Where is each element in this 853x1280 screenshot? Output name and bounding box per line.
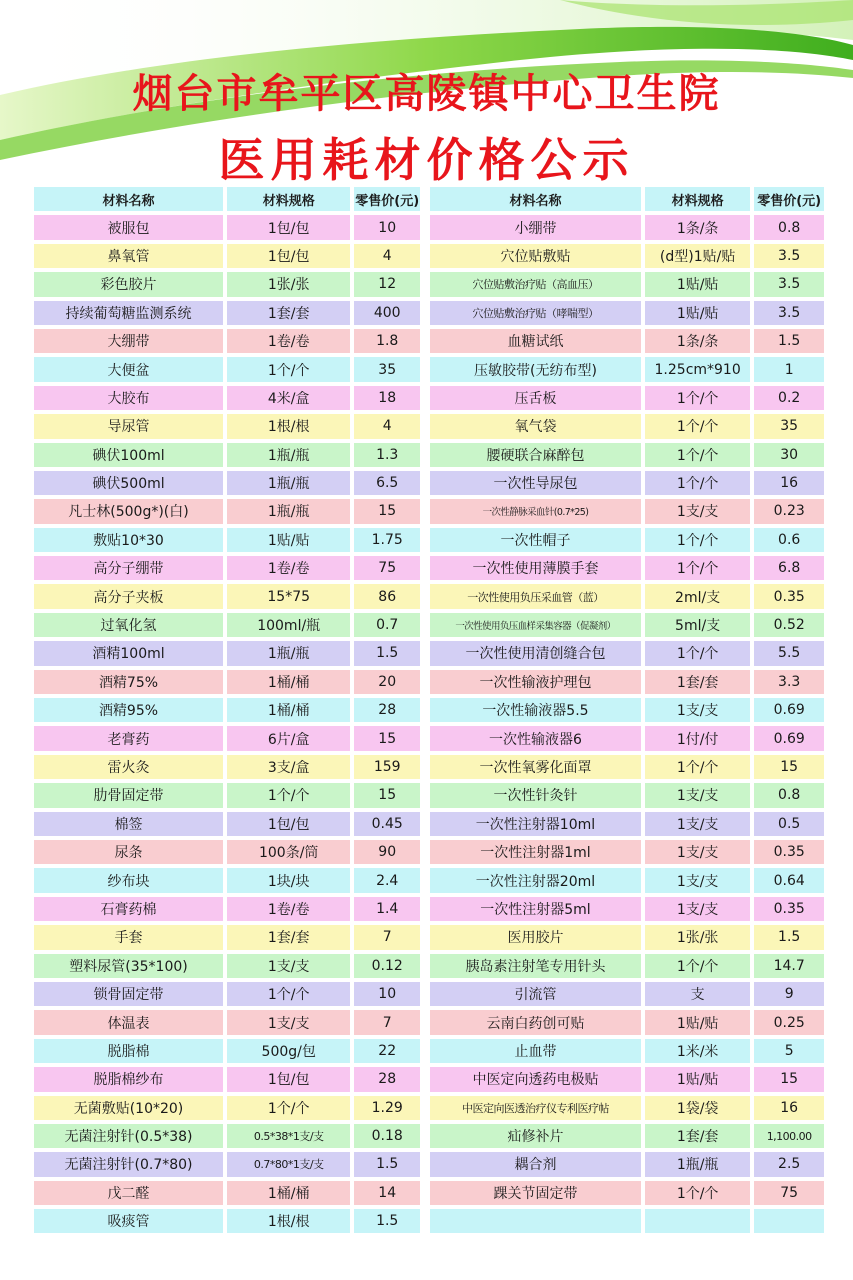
item-name: 高分子夹板 — [34, 584, 223, 608]
item-name: 脱脂棉纱布 — [34, 1067, 223, 1091]
table-row — [34, 724, 824, 752]
item-price: 6.5 — [354, 471, 420, 495]
item-name: 吸痰管 — [34, 1209, 223, 1233]
item-spec-right — [645, 1209, 750, 1233]
item-name-right: 医用胶片 — [430, 925, 641, 949]
item-price: 15 — [354, 783, 420, 807]
item-name: 脱脂棉 — [34, 1039, 223, 1063]
item-price: 1.5 — [354, 641, 420, 665]
item-name: 戊二醛 — [34, 1181, 223, 1205]
item-name: 石膏药棉 — [34, 897, 223, 921]
item-name: 持续葡萄糖监测系统 — [34, 301, 223, 325]
item-spec-right: 1套/套 — [645, 670, 750, 694]
item-name-right: 耦合剂 — [430, 1152, 641, 1176]
item-price-right: 0.35 — [754, 584, 824, 608]
item-spec: 0.7*80*1支/支 — [227, 1152, 350, 1176]
item-spec: 1卷/卷 — [227, 897, 350, 921]
item-spec-right: (d型)1贴/贴 — [645, 244, 750, 268]
item-price-right: 0.8 — [754, 215, 824, 239]
item-price: 15 — [354, 726, 420, 750]
item-price-right: 5 — [754, 1039, 824, 1063]
item-name: 过氧化氢 — [34, 613, 223, 637]
item-name-right: 中医定向透药电极贴 — [430, 1067, 641, 1091]
item-name-right: 小绷带 — [430, 215, 641, 239]
item-spec-right: 1贴/贴 — [645, 1010, 750, 1034]
item-price-right: 0.6 — [754, 528, 824, 552]
item-spec: 100ml/瓶 — [227, 613, 350, 637]
table-row — [34, 355, 824, 383]
item-spec-right: 1条/条 — [645, 215, 750, 239]
table-row — [34, 327, 824, 355]
table-row — [34, 441, 824, 469]
item-price-right: 35 — [754, 414, 824, 438]
item-price-right: 75 — [754, 1181, 824, 1205]
item-spec: 1瓶/瓶 — [227, 641, 350, 665]
item-price: 1.8 — [354, 329, 420, 353]
item-name-right: 压舌板 — [430, 386, 641, 410]
item-name-right: 一次性输液器6 — [430, 726, 641, 750]
item-name-right: 穴位贴敷治疗贴（高血压） — [430, 272, 641, 296]
item-price: 20 — [354, 670, 420, 694]
item-price: 1.29 — [354, 1096, 420, 1120]
item-price-right: 14.7 — [754, 954, 824, 978]
item-spec-right: 1个/个 — [645, 641, 750, 665]
item-price: 1.3 — [354, 443, 420, 467]
item-price: 10 — [354, 982, 420, 1006]
item-spec: 1包/包 — [227, 215, 350, 239]
item-spec: 1个/个 — [227, 982, 350, 1006]
item-spec-right: 1米/米 — [645, 1039, 750, 1063]
item-price-right: 0.5 — [754, 812, 824, 836]
item-spec-right: 1付/付 — [645, 726, 750, 750]
item-price: 4 — [354, 244, 420, 268]
item-name-right: 疝修补片 — [430, 1124, 641, 1148]
item-price-right: 1 — [754, 357, 824, 381]
item-spec-right: 1套/套 — [645, 1124, 750, 1148]
item-price-right: 30 — [754, 443, 824, 467]
item-price-right: 0.35 — [754, 840, 824, 864]
item-spec: 1卷/卷 — [227, 556, 350, 580]
item-name-right: 踝关节固定带 — [430, 1181, 641, 1205]
item-price-right: 0.69 — [754, 698, 824, 722]
item-price: 0.12 — [354, 954, 420, 978]
item-spec: 3支/盒 — [227, 755, 350, 779]
table-row — [34, 895, 824, 923]
item-spec-right: 1支/支 — [645, 840, 750, 864]
item-spec: 1支/支 — [227, 1010, 350, 1034]
column-header-price: 零售价(元) — [354, 187, 420, 211]
item-price: 22 — [354, 1039, 420, 1063]
table-row — [34, 696, 824, 724]
item-spec-right: 1个/个 — [645, 954, 750, 978]
item-price-right: 3.5 — [754, 301, 824, 325]
item-name-right: 一次性导尿包 — [430, 471, 641, 495]
table-row — [34, 668, 824, 696]
table-row — [34, 384, 824, 412]
item-name-right — [430, 1209, 641, 1233]
item-name: 被服包 — [34, 215, 223, 239]
item-name: 塑料尿管(35*100) — [34, 954, 223, 978]
item-price-right: 2.5 — [754, 1152, 824, 1176]
item-price-right: 0.35 — [754, 897, 824, 921]
item-price-right: 0.2 — [754, 386, 824, 410]
item-name: 彩色胶片 — [34, 272, 223, 296]
item-spec-right: 1张/张 — [645, 925, 750, 949]
item-spec: 1包/包 — [227, 244, 350, 268]
item-spec: 0.5*38*1支/支 — [227, 1124, 350, 1148]
table-row — [34, 412, 824, 440]
item-name-right: 压敏胶带(无纺布型) — [430, 357, 641, 381]
item-price-right: 15 — [754, 1067, 824, 1091]
item-name: 高分子绷带 — [34, 556, 223, 580]
item-name: 手套 — [34, 925, 223, 949]
item-price: 1.75 — [354, 528, 420, 552]
item-name-right: 一次性氧雾化面罩 — [430, 755, 641, 779]
item-spec-right: 1支/支 — [645, 783, 750, 807]
item-spec: 1瓶/瓶 — [227, 443, 350, 467]
table-row — [34, 639, 824, 667]
item-name-right: 云南白药创可贴 — [430, 1010, 641, 1034]
item-price: 4 — [354, 414, 420, 438]
item-spec: 1包/包 — [227, 812, 350, 836]
column-header-price-right: 零售价(元) — [754, 187, 824, 211]
item-name-right: 止血带 — [430, 1039, 641, 1063]
item-name: 酒精75% — [34, 670, 223, 694]
item-spec: 1个/个 — [227, 357, 350, 381]
item-spec: 1个/个 — [227, 1096, 350, 1120]
item-spec-right: 2ml/支 — [645, 584, 750, 608]
item-name: 导尿管 — [34, 414, 223, 438]
table-row — [34, 582, 824, 610]
item-name: 酒精100ml — [34, 641, 223, 665]
item-price: 10 — [354, 215, 420, 239]
item-spec-right: 1条/条 — [645, 329, 750, 353]
item-name-right: 一次性输液器5.5 — [430, 698, 641, 722]
item-name-right: 一次性注射器20ml — [430, 868, 641, 892]
column-header-spec-right: 材料规格 — [645, 187, 750, 211]
item-name-right: 一次性输液护理包 — [430, 670, 641, 694]
item-name-right: 一次性针灸针 — [430, 783, 641, 807]
item-spec: 6片/盒 — [227, 726, 350, 750]
item-name: 纱布块 — [34, 868, 223, 892]
item-price-right: 16 — [754, 1096, 824, 1120]
item-price: 35 — [354, 357, 420, 381]
item-spec: 1桶/桶 — [227, 698, 350, 722]
column-header-name-right: 材料名称 — [430, 187, 641, 211]
item-price: 159 — [354, 755, 420, 779]
item-spec-right: 1贴/贴 — [645, 1067, 750, 1091]
table-row — [34, 753, 824, 781]
item-spec: 1套/套 — [227, 925, 350, 949]
item-spec-right: 1个/个 — [645, 556, 750, 580]
table-row — [34, 1037, 824, 1065]
item-spec: 1瓶/瓶 — [227, 499, 350, 523]
item-name: 老膏药 — [34, 726, 223, 750]
table-row — [34, 213, 824, 241]
item-price: 14 — [354, 1181, 420, 1205]
item-name: 无菌敷贴(10*20) — [34, 1096, 223, 1120]
table-header-row — [34, 185, 824, 213]
item-price-right: 0.52 — [754, 613, 824, 637]
item-price: 7 — [354, 1010, 420, 1034]
item-price-right — [754, 1209, 824, 1233]
item-spec-right: 1个/个 — [645, 414, 750, 438]
table-row — [34, 270, 824, 298]
item-price-right: 1.5 — [754, 329, 824, 353]
item-name-right: 引流管 — [430, 982, 641, 1006]
table-row — [34, 1065, 824, 1093]
item-price-right: 3.5 — [754, 244, 824, 268]
table-row — [34, 1179, 824, 1207]
item-spec-right: 1个/个 — [645, 1181, 750, 1205]
item-spec: 1贴/贴 — [227, 528, 350, 552]
table-row — [34, 1122, 824, 1150]
item-name: 大绷带 — [34, 329, 223, 353]
item-name: 体温表 — [34, 1010, 223, 1034]
item-name: 雷火灸 — [34, 755, 223, 779]
item-name-right: 一次性使用清创缝合包 — [430, 641, 641, 665]
item-price-right: 0.64 — [754, 868, 824, 892]
item-spec-right: 支 — [645, 982, 750, 1006]
item-price: 28 — [354, 1067, 420, 1091]
table-row — [34, 497, 824, 525]
item-price: 90 — [354, 840, 420, 864]
table-row — [34, 469, 824, 497]
item-price: 1.5 — [354, 1152, 420, 1176]
price-table — [34, 185, 824, 1235]
item-name: 碘伏500ml — [34, 471, 223, 495]
item-price-right: 1,100.00 — [754, 1124, 824, 1148]
item-price: 0.7 — [354, 613, 420, 637]
table-row — [34, 923, 824, 951]
item-price-right: 3.3 — [754, 670, 824, 694]
item-name: 酒精95% — [34, 698, 223, 722]
table-row — [34, 611, 824, 639]
table-row — [34, 866, 824, 894]
item-name-right: 穴位贴敷治疗贴（哮喘型） — [430, 301, 641, 325]
item-spec-right: 5ml/支 — [645, 613, 750, 637]
item-name-right: 一次性使用负压血样采集容器（促凝剂） — [430, 613, 641, 637]
item-price-right: 0.69 — [754, 726, 824, 750]
item-price: 7 — [354, 925, 420, 949]
item-price: 0.45 — [354, 812, 420, 836]
item-spec-right: 1个/个 — [645, 528, 750, 552]
item-price-right: 0.25 — [754, 1010, 824, 1034]
table-row — [34, 781, 824, 809]
page-subtitle: 医用耗材价格公示 — [218, 133, 635, 187]
item-name: 鼻氧管 — [34, 244, 223, 268]
table-row — [34, 554, 824, 582]
item-name-right: 一次性使用负压采血管（蓝） — [430, 584, 641, 608]
item-price-right: 6.8 — [754, 556, 824, 580]
item-spec-right: 1瓶/瓶 — [645, 1152, 750, 1176]
table-row — [34, 299, 824, 327]
item-price-right: 5.5 — [754, 641, 824, 665]
item-price-right: 15 — [754, 755, 824, 779]
item-spec-right: 1支/支 — [645, 868, 750, 892]
item-price-right: 1.5 — [754, 925, 824, 949]
item-name-right: 一次性注射器1ml — [430, 840, 641, 864]
item-name-right: 一次性静脉采血针(0.7*25) — [430, 499, 641, 523]
item-name: 敷贴10*30 — [34, 528, 223, 552]
table-row — [34, 952, 824, 980]
item-name: 无菌注射针(0.5*38) — [34, 1124, 223, 1148]
item-name-right: 中医定向医透治疗仪专利医疗帖 — [430, 1096, 641, 1120]
item-spec-right: 1个/个 — [645, 471, 750, 495]
item-spec-right: 1个/个 — [645, 443, 750, 467]
item-price: 15 — [354, 499, 420, 523]
item-spec-right: 1袋/袋 — [645, 1096, 750, 1120]
table-row — [34, 1207, 824, 1235]
item-spec: 1桶/桶 — [227, 1181, 350, 1205]
item-spec-right: 1支/支 — [645, 698, 750, 722]
item-name-right: 腰硬联合麻醉包 — [430, 443, 641, 467]
page-title: 烟台市牟平区高陵镇中心卫生院 — [132, 71, 721, 117]
table-row — [34, 810, 824, 838]
item-spec-right: 1个/个 — [645, 755, 750, 779]
item-spec: 1支/支 — [227, 954, 350, 978]
item-spec: 1根/根 — [227, 1209, 350, 1233]
table-row — [34, 526, 824, 554]
item-price: 400 — [354, 301, 420, 325]
item-price: 1.5 — [354, 1209, 420, 1233]
item-name: 无菌注射针(0.7*80) — [34, 1152, 223, 1176]
item-price: 75 — [354, 556, 420, 580]
item-spec: 15*75 — [227, 584, 350, 608]
item-name-right: 氧气袋 — [430, 414, 641, 438]
item-spec: 1瓶/瓶 — [227, 471, 350, 495]
item-spec-right: 1个/个 — [645, 386, 750, 410]
item-name-right: 血糖试纸 — [430, 329, 641, 353]
item-price-right: 9 — [754, 982, 824, 1006]
item-spec-right: 1支/支 — [645, 499, 750, 523]
item-price: 2.4 — [354, 868, 420, 892]
item-price-right: 3.5 — [754, 272, 824, 296]
item-spec-right: 1支/支 — [645, 812, 750, 836]
item-spec: 1块/块 — [227, 868, 350, 892]
item-price: 12 — [354, 272, 420, 296]
item-name: 尿条 — [34, 840, 223, 864]
column-header-spec: 材料规格 — [227, 187, 350, 211]
item-spec: 1根/根 — [227, 414, 350, 438]
item-name-right: 穴位贴敷贴 — [430, 244, 641, 268]
item-price-right: 16 — [754, 471, 824, 495]
item-spec-right: 1支/支 — [645, 897, 750, 921]
table-row — [34, 1150, 824, 1178]
table-row — [34, 242, 824, 270]
item-price: 1.4 — [354, 897, 420, 921]
item-price: 0.18 — [354, 1124, 420, 1148]
item-price: 86 — [354, 584, 420, 608]
item-name-right: 一次性注射器5ml — [430, 897, 641, 921]
item-name-right: 胰岛素注射笔专用针头 — [430, 954, 641, 978]
item-price: 18 — [354, 386, 420, 410]
item-spec: 1套/套 — [227, 301, 350, 325]
item-spec: 100条/筒 — [227, 840, 350, 864]
item-spec: 1桶/桶 — [227, 670, 350, 694]
item-name: 凡士林(500g*)(白) — [34, 499, 223, 523]
item-name-right: 一次性帽子 — [430, 528, 641, 552]
item-spec: 500g/包 — [227, 1039, 350, 1063]
item-spec-right: 1贴/贴 — [645, 272, 750, 296]
item-price: 28 — [354, 698, 420, 722]
item-name: 肋骨固定带 — [34, 783, 223, 807]
item-name: 锁骨固定带 — [34, 982, 223, 1006]
item-spec: 4米/盒 — [227, 386, 350, 410]
item-spec-right: 1贴/贴 — [645, 301, 750, 325]
item-name-right: 一次性注射器10ml — [430, 812, 641, 836]
item-price-right: 0.23 — [754, 499, 824, 523]
item-spec: 1卷/卷 — [227, 329, 350, 353]
item-price-right: 0.8 — [754, 783, 824, 807]
item-name-right: 一次性使用薄膜手套 — [430, 556, 641, 580]
table-row — [34, 838, 824, 866]
item-spec: 1个/个 — [227, 783, 350, 807]
column-header-name: 材料名称 — [34, 187, 223, 211]
item-spec-right: 1.25cm*910 — [645, 357, 750, 381]
table-row — [34, 980, 824, 1008]
item-name: 大便盆 — [34, 357, 223, 381]
item-spec: 1张/张 — [227, 272, 350, 296]
table-row — [34, 1094, 824, 1122]
item-spec: 1包/包 — [227, 1067, 350, 1091]
item-name: 碘伏100ml — [34, 443, 223, 467]
item-name: 大胶布 — [34, 386, 223, 410]
item-name: 棉签 — [34, 812, 223, 836]
table-row — [34, 1008, 824, 1036]
